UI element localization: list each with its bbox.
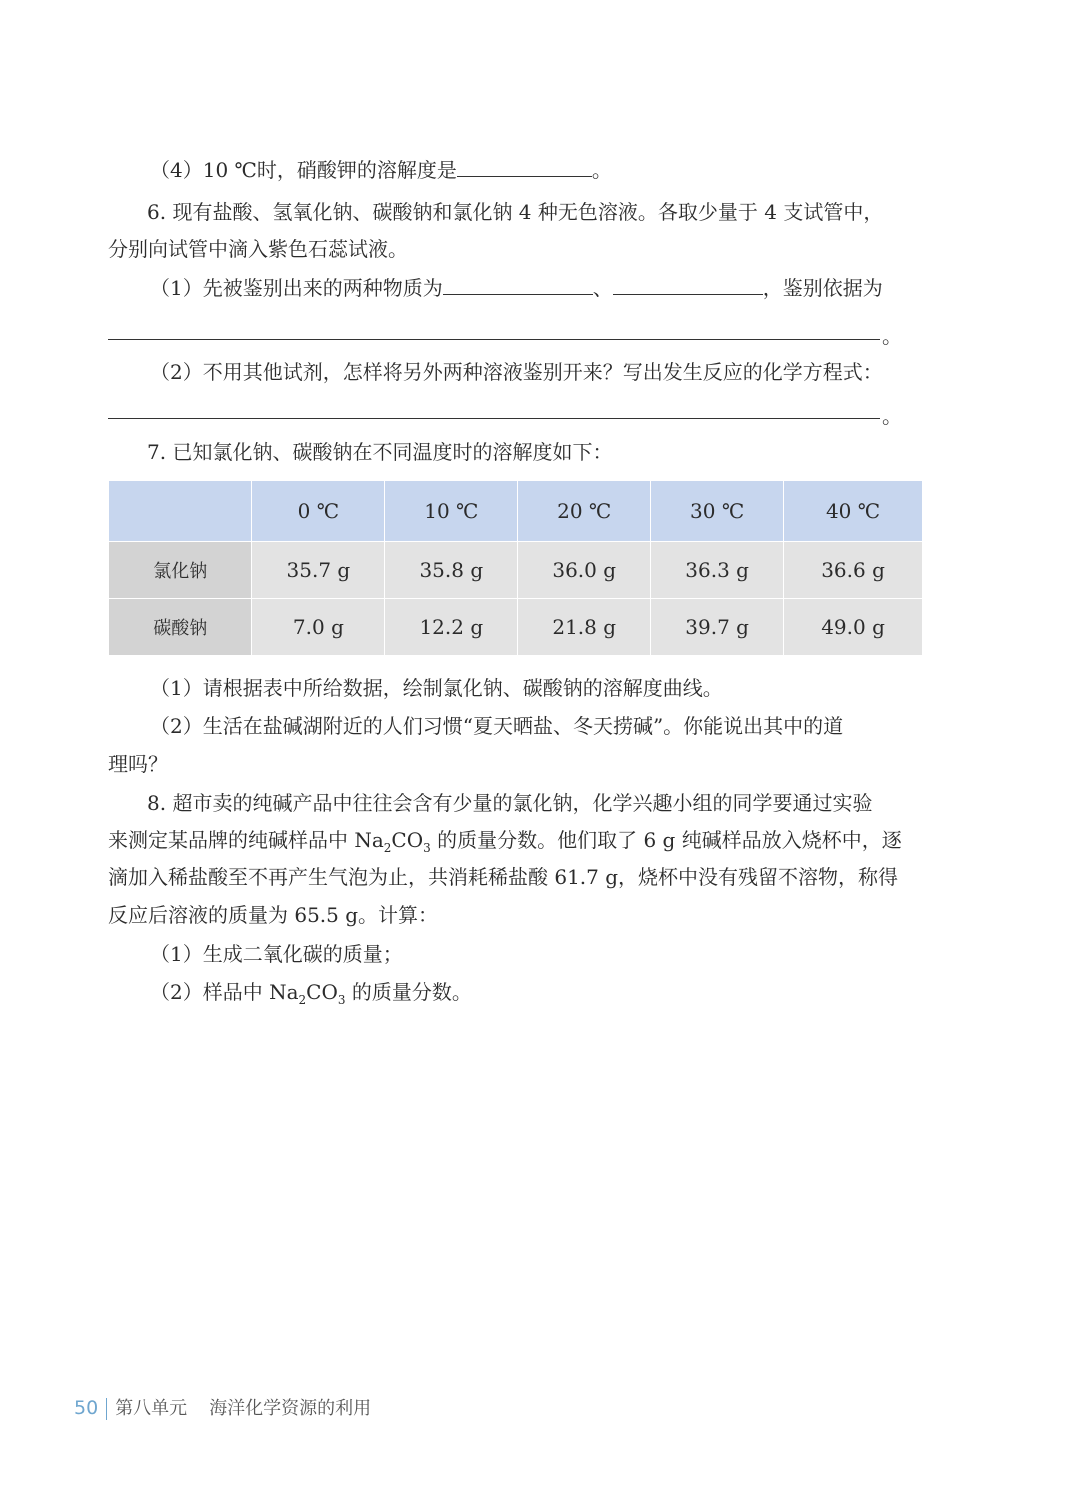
end-punct: 。 [882, 404, 902, 428]
row-header: 碳酸钠 [109, 599, 252, 656]
answer-line[interactable] [108, 339, 880, 340]
subscript: 3 [423, 841, 431, 855]
question-7-1: （1）请根据表中所给数据，绘制氯化钠、碳酸钠的溶解度曲线。 [150, 676, 723, 700]
table-header-row [109, 481, 923, 542]
end-punct: 。 [882, 324, 902, 348]
answer-blank[interactable] [457, 154, 592, 177]
text-run: 的质量分数。他们取了 6 g 纯碱样品放入烧杯中，逐 [430, 828, 902, 852]
question-text: （1）先被鉴别出来的两种物质为 [150, 276, 443, 300]
table-row [109, 599, 923, 656]
question-text: ，鉴别依据为 [762, 276, 883, 300]
table-cell: 7.0 g [252, 599, 385, 656]
header-cell: 40 ℃ [784, 481, 923, 542]
chapter-label: 第八单元 [115, 1398, 188, 1419]
text-run: 来测定某品牌的纯碱样品中 Na [108, 828, 384, 852]
question-8-line4: 反应后溶液的质量为 65.5 g。计算： [108, 903, 439, 927]
table-cell: 36.3 g [651, 542, 784, 599]
table-cell: 35.8 g [385, 542, 518, 599]
question-8-line1: 8. 超市卖的纯碱产品中往往会含有少量的氯化钠，化学兴趣小组的同学要通过实验 [147, 791, 873, 815]
question-7-stem: 7. 已知氯化钠、碳酸钠在不同温度时的溶解度如下： [147, 440, 613, 464]
text-run: 的质量分数。 [345, 980, 472, 1004]
question-5-4 [150, 151, 612, 189]
question-6-stem-line1: 6. 现有盐酸、氢氧化钠、碳酸钠和氯化钠 4 种无色溶液。各取少量于 4 支试管中， [147, 200, 884, 224]
question-8-line3: 滴加入稀盐酸至不再产生气泡为止，共消耗稀盐酸 61.7 g，烧杯中没有残留不溶物，称得 [108, 865, 899, 889]
table-cell: 39.7 g [651, 599, 784, 656]
footer-divider [106, 1398, 107, 1420]
question-8-2 [150, 973, 472, 1019]
answer-blank[interactable] [443, 272, 593, 295]
row-header: 氯化钠 [109, 542, 252, 599]
answer-blank[interactable] [613, 272, 763, 295]
table-cell: 21.8 g [518, 599, 651, 656]
subscript: 2 [383, 841, 392, 855]
page-footer [74, 1394, 371, 1420]
end-punct: 。 [591, 158, 612, 182]
question-7-2-line2: 理吗？ [108, 752, 168, 776]
subscript: 3 [337, 993, 346, 1007]
question-6-1 [150, 269, 883, 307]
question-6-2: （2）不用其他试剂，怎样将另外两种溶液鉴别开来？写出发生反应的化学方程式： [150, 360, 883, 384]
header-cell: 20 ℃ [518, 481, 651, 542]
question-6-stem-line2: 分别向试管中滴入紫色石蕊试液。 [108, 237, 408, 261]
text-run: CO [391, 828, 424, 852]
header-cell: 30 ℃ [651, 481, 784, 542]
solubility-table [108, 480, 923, 656]
answer-line[interactable] [108, 418, 880, 419]
chapter-title: 海洋化学资源的利用 [209, 1398, 372, 1419]
question-text: （4）10 ℃时，硝酸钾的溶解度是 [150, 158, 457, 182]
question-8-1: （1）生成二氧化碳的质量； [150, 942, 403, 966]
text-run: CO [306, 980, 338, 1004]
table-cell: 36.6 g [784, 542, 923, 599]
header-cell: 10 ℃ [385, 481, 518, 542]
table-cell: 36.0 g [518, 542, 651, 599]
header-cell [109, 481, 252, 542]
header-cell: 0 ℃ [252, 481, 385, 542]
table-cell: 49.0 g [784, 599, 923, 656]
separator: 、 [592, 276, 613, 300]
table-cell: 35.7 g [252, 542, 385, 599]
table-cell: 12.2 g [385, 599, 518, 656]
question-7-2-line1: （2）生活在盐碱湖附近的人们习惯“夏天晒盐、冬天捞碱”。你能说出其中的道 [150, 714, 844, 738]
page-number: 50 [74, 1397, 99, 1419]
text-run: （2）样品中 Na [150, 980, 299, 1004]
table-row [109, 542, 923, 599]
subscript: 2 [298, 993, 307, 1007]
